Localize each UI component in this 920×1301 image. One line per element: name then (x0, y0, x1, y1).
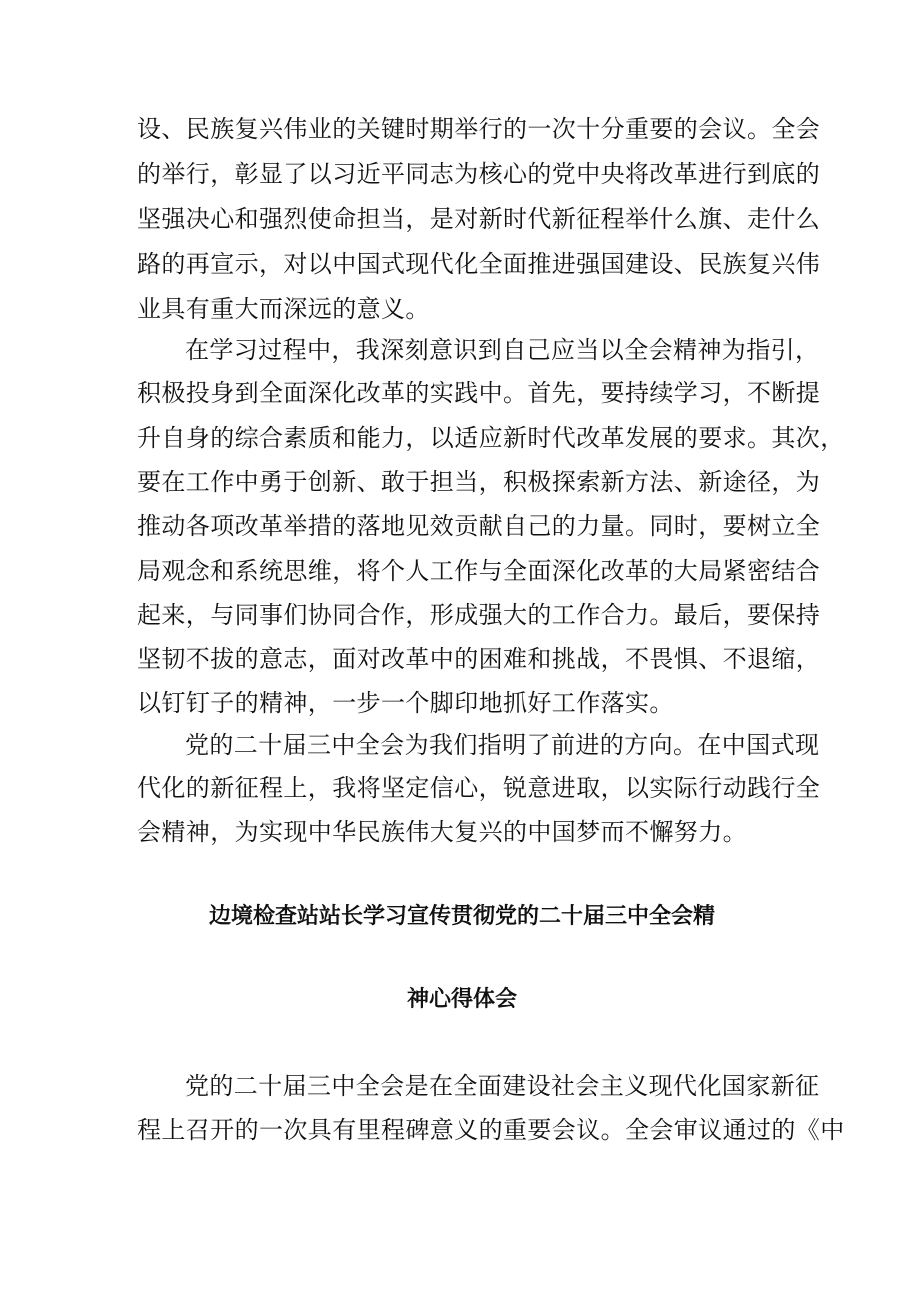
paragraph-4-line-1: 党的二十届三中全会是在全面建设社会主义现代化国家新征 (185, 1072, 820, 1100)
paragraph-3-line-3: 会精神，为实现中华民族伟大复兴的中国梦而不懈努力。 (137, 818, 747, 846)
paragraph-1-line-3: 坚强决心和强烈使命担当，是对新时代新征程举什么旗、走什么 (137, 205, 821, 233)
paragraph-1-line-5: 业具有重大而深远的意义。 (137, 295, 430, 323)
paragraph-1-line-1: 设、民族复兴伟业的关键时期举行的一次十分重要的会议。全会 (137, 115, 821, 143)
paragraph-1-line-2: 的举行，彰显了以习近平同志为核心的党中央将改革进行到底的 (137, 160, 821, 188)
paragraph-4-line-2: 程上召开的一次具有里程碑意义的重要会议。全会审议通过的《中 (137, 1116, 845, 1144)
article-title-line-2: 神心得体会 (406, 987, 517, 1012)
paragraph-2-line-4: 要在工作中勇于创新、敢于担当，积极探索新方法、新途径，为 (137, 468, 821, 496)
paragraph-2-line-1: 在学习过程中，我深刻意识到自己应当以全会精神为指引， (185, 336, 820, 364)
paragraph-1-line-4: 路的再宣示，对以中国式现代化全面推进强国建设、民族复兴伟 (137, 250, 821, 278)
article-title-line-1: 边境检查站站长学习宣传贯彻党的二十届三中全会精 (208, 904, 715, 929)
paragraph-2-line-9: 以钉钉子的精神，一步一个脚印地抓好工作落实。 (137, 689, 674, 717)
paragraph-2-line-3: 升自身的综合素质和能力，以适应新时代改革发展的要求。其次， (137, 424, 845, 452)
paragraph-2-line-5: 推动各项改革举措的落地见效贡献自己的力量。同时，要树立全 (137, 512, 821, 540)
paragraph-2-line-7: 起来，与同事们协同合作，形成强大的工作合力。最后，要保持 (137, 601, 821, 629)
paragraph-3-line-2: 代化的新征程上，我将坚定信心，锐意进取，以实际行动践行全 (137, 774, 821, 802)
paragraph-3-line-1: 党的二十届三中全会为我们指明了前进的方向。在中国式现 (185, 731, 820, 759)
paragraph-2-line-2: 积极投身到全面深化改革的实践中。首先，要持续学习，不断提 (137, 379, 821, 407)
paragraph-2-line-8: 坚韧不拔的意志，面对改革中的困难和挑战，不畏惧、不退缩， (137, 645, 821, 673)
paragraph-2-line-6: 局观念和系统思维，将个人工作与全面深化改革的大局紧密结合 (137, 557, 821, 585)
